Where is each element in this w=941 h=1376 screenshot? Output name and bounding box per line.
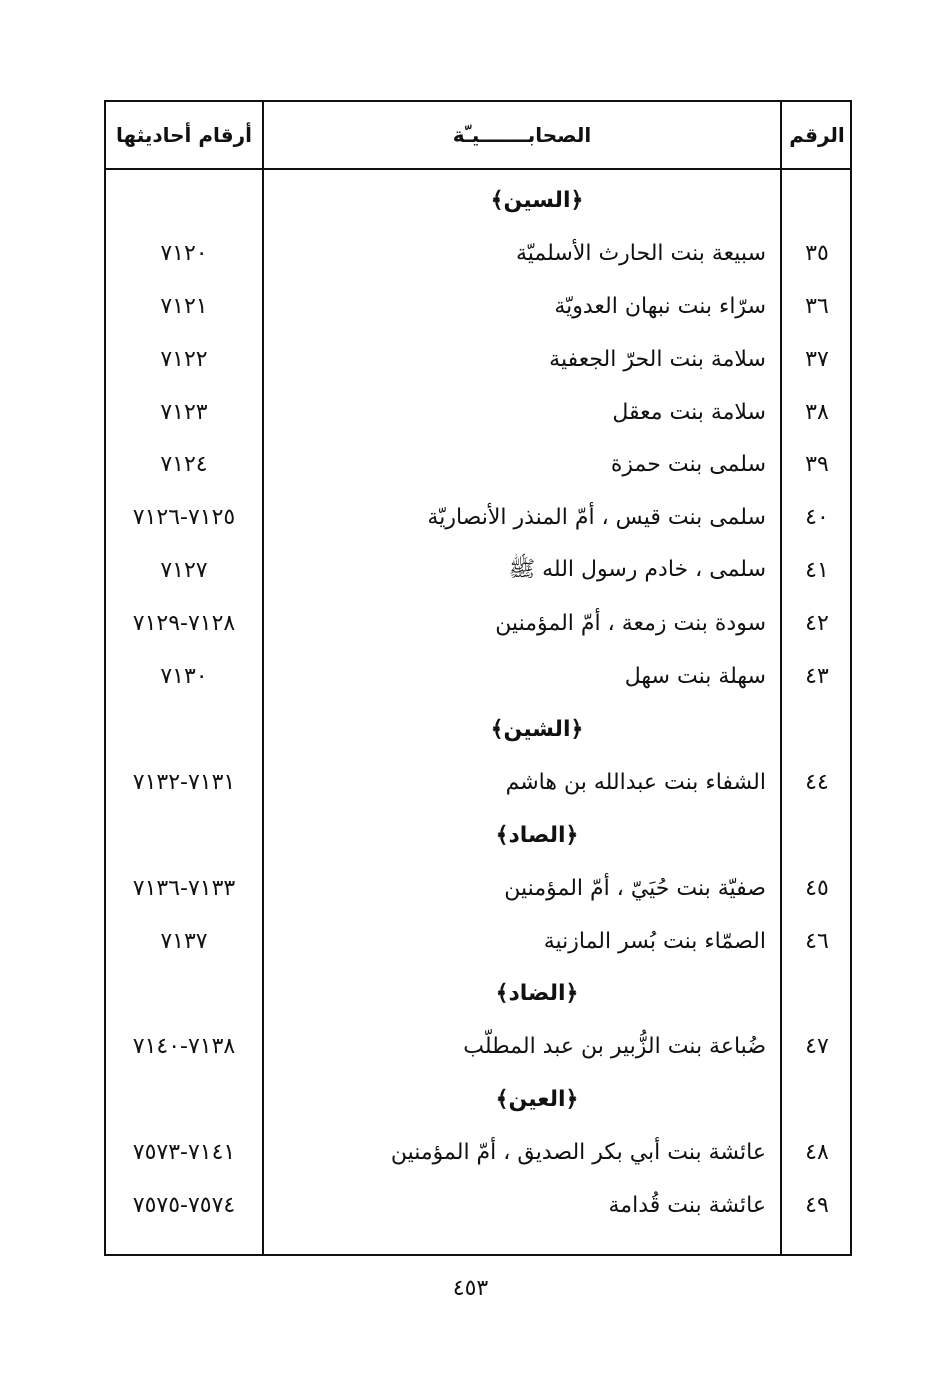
hadith-cell bbox=[106, 544, 262, 597]
entry-number: ٣٨ bbox=[805, 399, 829, 425]
name-cell bbox=[264, 597, 780, 650]
entry-number: ٤١ bbox=[805, 558, 829, 584]
companion-name: صفيّة بنت حُيَيّ ، أمّ المؤمنين bbox=[504, 875, 766, 901]
name-cell bbox=[264, 439, 780, 492]
companion-name: عائشة بنت أبي بكر الصديق ، أمّ المؤمنين bbox=[390, 1140, 766, 1166]
number-cell bbox=[782, 597, 852, 650]
hadith-numbers: ٧١٢٥-٧١٢٦ bbox=[132, 505, 236, 531]
number-cell bbox=[782, 1179, 852, 1232]
entry-number: ٤٠ bbox=[805, 505, 829, 531]
page-number: ٤٥٣ bbox=[452, 1276, 489, 1301]
companion-name: سلامة بنت الحرّ الجعفية bbox=[549, 346, 766, 372]
number-cell bbox=[782, 544, 852, 597]
section-row bbox=[106, 968, 850, 1021]
number-cell bbox=[782, 650, 852, 703]
table-row bbox=[106, 439, 850, 492]
header-companion: الصحابـــــــيـّة bbox=[452, 123, 592, 147]
section-title: ﴿السين﴾ bbox=[490, 187, 584, 213]
name-cell bbox=[264, 491, 780, 544]
number-cell bbox=[782, 1020, 852, 1073]
companion-name: سلمى بنت قيس ، أمّ المنذر الأنصاريّة bbox=[427, 505, 766, 531]
hadith-cell bbox=[106, 1126, 262, 1179]
header-hadith-numbers: أرقام أحاديثها bbox=[115, 123, 253, 147]
companions-table bbox=[104, 100, 852, 1256]
hadith-cell bbox=[106, 439, 262, 492]
number-cell bbox=[782, 1126, 852, 1179]
companion-name: سلمى ، خادم رسول الله ﷺ bbox=[508, 556, 766, 582]
hadith-cell bbox=[106, 1179, 262, 1232]
table-row bbox=[106, 1126, 850, 1179]
header-number: الرقم bbox=[789, 123, 845, 147]
table-row bbox=[106, 333, 850, 386]
section-row bbox=[106, 809, 850, 862]
hadith-cell bbox=[106, 333, 262, 386]
hadith-numbers: ٧١٢٤ bbox=[160, 452, 208, 478]
companion-name: الشفاء بنت عبدالله بن هاشم bbox=[505, 769, 766, 795]
name-cell bbox=[264, 1020, 780, 1073]
header-number-cell bbox=[782, 102, 852, 168]
hadith-cell bbox=[106, 1020, 262, 1073]
section-row bbox=[106, 1073, 850, 1126]
table-row bbox=[106, 756, 850, 809]
entry-number: ٤٥ bbox=[805, 875, 829, 901]
hadith-cell bbox=[106, 756, 262, 809]
companion-name: سهلة بنت سهل bbox=[624, 664, 766, 690]
entry-number: ٤٤ bbox=[805, 769, 829, 795]
entry-number: ٤٨ bbox=[805, 1140, 829, 1166]
entry-number: ٤٧ bbox=[805, 1034, 829, 1060]
section-title: ﴿الشين﴾ bbox=[490, 716, 584, 742]
section-title: ﴿الضاد﴾ bbox=[495, 981, 579, 1007]
table-row bbox=[106, 1179, 850, 1232]
hadith-numbers: ٧١٣٨-٧١٤٠ bbox=[132, 1034, 236, 1060]
entry-number: ٣٥ bbox=[805, 240, 829, 266]
hadith-cell bbox=[106, 650, 262, 703]
entry-number: ٣٦ bbox=[805, 293, 829, 319]
table-row bbox=[106, 544, 850, 597]
entry-number: ٣٧ bbox=[805, 346, 829, 372]
hadith-cell bbox=[106, 597, 262, 650]
section-cell bbox=[264, 968, 780, 1021]
entry-number: ٤٩ bbox=[805, 1193, 829, 1219]
section-cell bbox=[264, 1073, 780, 1126]
name-cell bbox=[264, 756, 780, 809]
hadith-numbers: ٧١٣١-٧١٣٢ bbox=[132, 769, 236, 795]
number-cell bbox=[782, 333, 852, 386]
hadith-cell bbox=[106, 862, 262, 915]
hadith-numbers: ٧٥٧٤-٧٥٧٥ bbox=[132, 1193, 236, 1219]
table-row bbox=[106, 650, 850, 703]
number-cell bbox=[782, 756, 852, 809]
number-cell bbox=[782, 280, 852, 333]
section-cell bbox=[264, 703, 780, 756]
hadith-cell bbox=[106, 227, 262, 280]
entry-number: ٤٣ bbox=[805, 664, 829, 690]
number-cell bbox=[782, 227, 852, 280]
hadith-numbers: ٧١٢٧ bbox=[160, 558, 208, 584]
companion-name: ضُباعة بنت الزُّبير بن عبد المطلّب bbox=[463, 1034, 766, 1060]
hadith-numbers: ٧١٢٠ bbox=[160, 240, 208, 266]
companion-name: سلامة بنت معقل bbox=[612, 399, 766, 425]
name-cell bbox=[264, 862, 780, 915]
table-body bbox=[106, 170, 850, 1254]
name-cell bbox=[264, 386, 780, 439]
table-header bbox=[106, 102, 850, 168]
name-cell bbox=[264, 333, 780, 386]
number-cell bbox=[782, 386, 852, 439]
section-title: ﴿الصاد﴾ bbox=[495, 822, 579, 848]
table-row bbox=[106, 280, 850, 333]
section-cell bbox=[264, 809, 780, 862]
name-cell bbox=[264, 1179, 780, 1232]
hadith-numbers: ٧١٤١-٧٥٧٣ bbox=[132, 1140, 236, 1166]
hadith-numbers: ٧١٣٠ bbox=[160, 664, 208, 690]
companion-name: سرّاء بنت نبهان العدويّة bbox=[554, 293, 766, 319]
name-cell bbox=[264, 544, 780, 597]
companion-name: سلمى بنت حمزة bbox=[610, 452, 766, 478]
table-row bbox=[106, 227, 850, 280]
number-cell bbox=[782, 862, 852, 915]
hadith-cell bbox=[106, 915, 262, 968]
table-row bbox=[106, 1020, 850, 1073]
number-cell bbox=[782, 491, 852, 544]
hadith-cell bbox=[106, 386, 262, 439]
number-cell bbox=[782, 915, 852, 968]
header-hadith-cell bbox=[106, 102, 262, 168]
companion-name: سبيعة بنت الحارث الأسلميّة bbox=[515, 240, 766, 266]
hadith-numbers: ٧١٣٧ bbox=[160, 928, 208, 954]
companion-name: الصمّاء بنت بُسر المازنية bbox=[543, 928, 766, 954]
table-row bbox=[106, 491, 850, 544]
name-cell bbox=[264, 915, 780, 968]
companion-name: عائشة بنت قُدامة bbox=[608, 1193, 766, 1219]
hadith-cell bbox=[106, 491, 262, 544]
hadith-numbers: ٧١٢١ bbox=[160, 293, 208, 319]
name-cell bbox=[264, 1126, 780, 1179]
entry-number: ٣٩ bbox=[805, 452, 829, 478]
hadith-numbers: ٧١٣٣-٧١٣٦ bbox=[132, 875, 236, 901]
header-companion-cell bbox=[264, 102, 780, 168]
hadith-cell bbox=[106, 280, 262, 333]
number-cell bbox=[782, 439, 852, 492]
table-row bbox=[106, 915, 850, 968]
name-cell bbox=[264, 280, 780, 333]
companion-name: سودة بنت زمعة ، أمّ المؤمنين bbox=[495, 611, 766, 637]
hadith-numbers: ٧١٢٣ bbox=[160, 399, 208, 425]
hadith-numbers: ٧١٢٢ bbox=[160, 346, 208, 372]
hadith-numbers: ٧١٢٨-٧١٢٩ bbox=[132, 611, 236, 637]
name-cell bbox=[264, 650, 780, 703]
entry-number: ٤٦ bbox=[805, 928, 829, 954]
name-cell bbox=[264, 227, 780, 280]
entry-number: ٤٢ bbox=[805, 611, 829, 637]
section-cell bbox=[264, 174, 780, 227]
table-row bbox=[106, 862, 850, 915]
table-row bbox=[106, 386, 850, 439]
section-title: ﴿العين﴾ bbox=[495, 1087, 579, 1113]
section-row bbox=[106, 174, 850, 227]
table-row bbox=[106, 597, 850, 650]
section-row bbox=[106, 703, 850, 756]
